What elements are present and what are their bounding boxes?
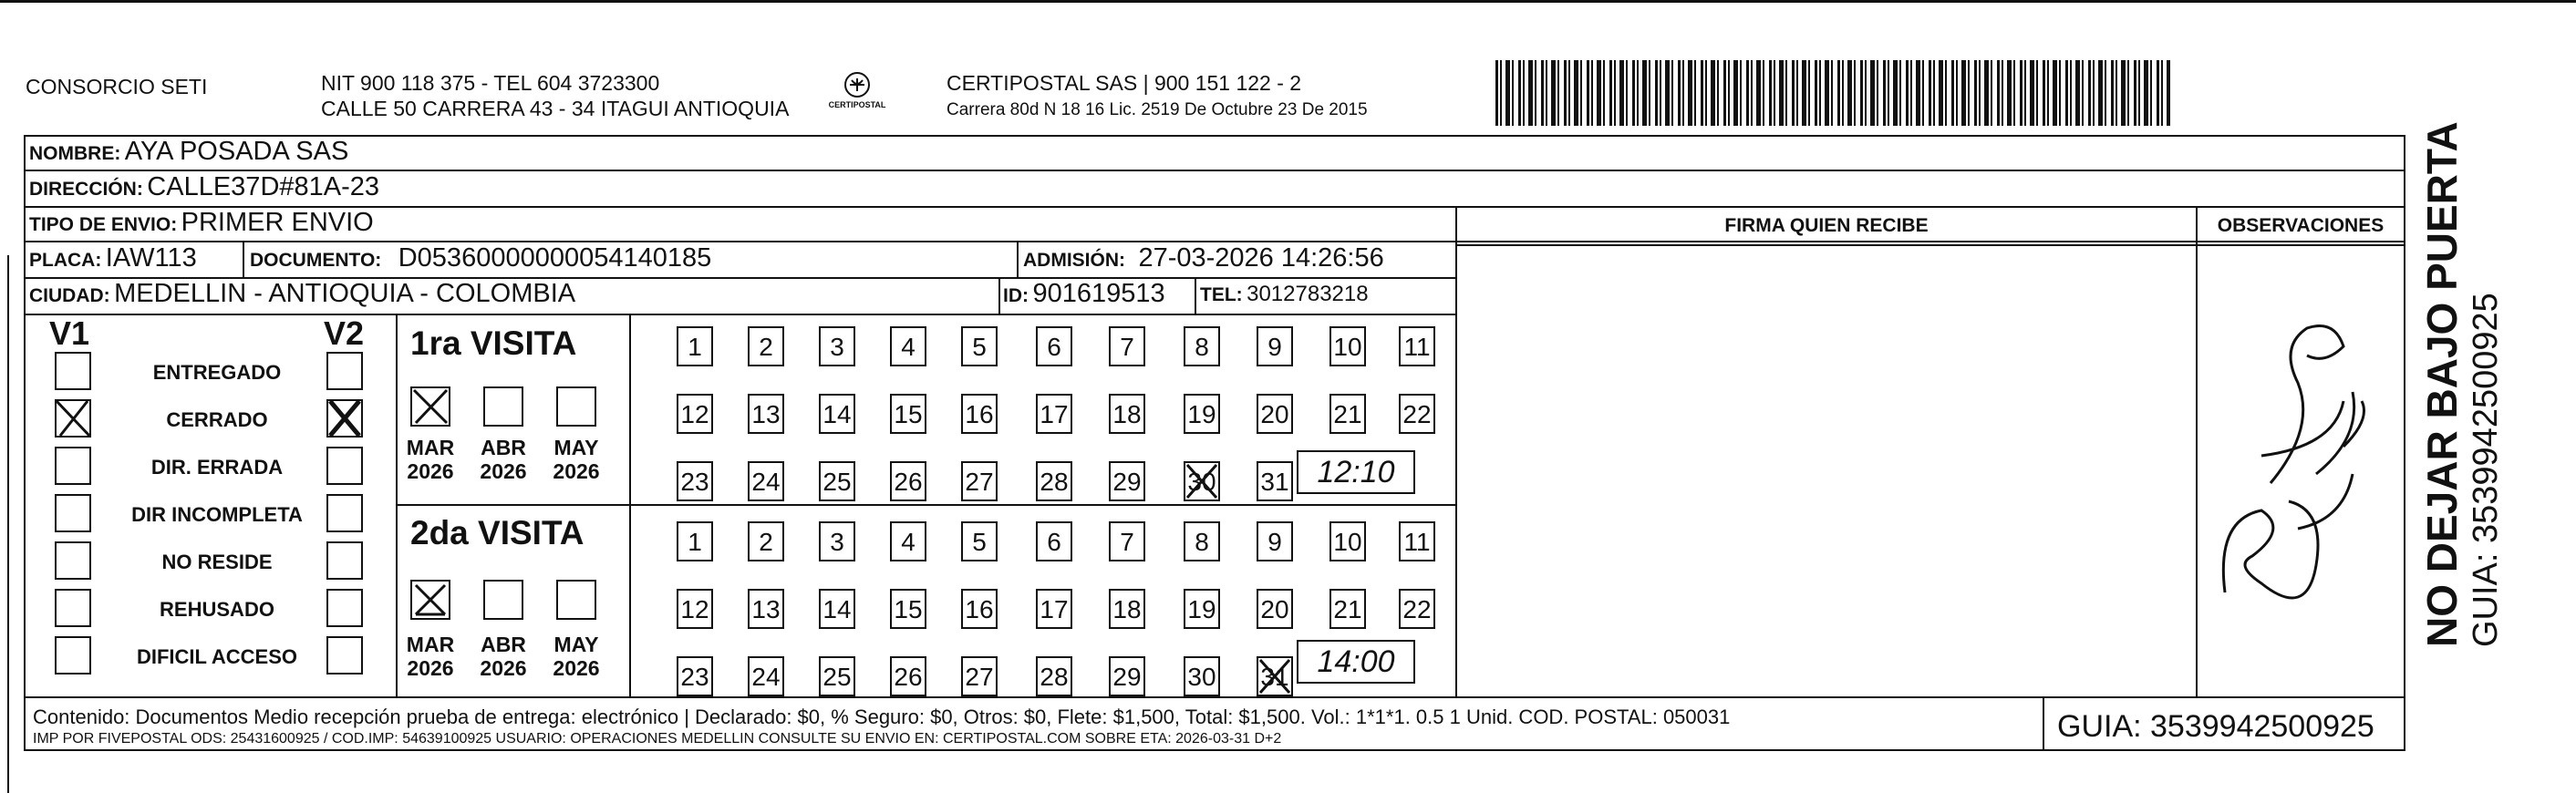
footer-content: Contenido: Documentos Medio recepción prueba de entrega: electrónico | Declarado: $0, % Seguro: $0, Otros: $0, Flete: $1,500, Total: $1,500. Vol.: 1*1*1. 0.5 1 Unid. COD. POSTAL: 050031	[33, 705, 1731, 728]
signature-col-left	[1455, 206, 1457, 696]
visit-1-day-6[interactable]: 6	[1036, 326, 1072, 366]
visit-2-day-26[interactable]: 26	[890, 656, 926, 696]
visit-1-day-3[interactable]: 3	[819, 326, 855, 366]
footer-divider	[24, 696, 2405, 698]
check-mark-icon	[1257, 656, 1293, 696]
tel-value: 3012783218	[1247, 282, 1369, 306]
address-label: DIRECCIÓN:	[29, 179, 143, 200]
v1-checkbox-cerrado[interactable]	[55, 399, 91, 438]
visit-1-month-may: MAY 2026	[553, 436, 600, 483]
row-divider-2	[24, 206, 2405, 208]
observations-label: OBSERVACIONES	[2217, 215, 2385, 236]
visit-1-day-25[interactable]: 25	[819, 461, 855, 501]
visit-1-day-22[interactable]: 22	[1399, 394, 1435, 434]
row-divider-3	[24, 241, 2405, 242]
visit-2-day-6[interactable]: 6	[1036, 521, 1072, 561]
visit-1-day-24[interactable]: 24	[748, 461, 784, 501]
v1-checkbox-rehusado[interactable]	[55, 589, 91, 627]
scan-edge-top	[0, 0, 2576, 3]
visit-2-day-9[interactable]: 9	[1257, 521, 1293, 561]
admission-value: 27-03-2026 14:26:56	[1138, 243, 1384, 273]
visit-1-day-15[interactable]: 15	[890, 394, 926, 434]
visit-2-day-18[interactable]: 18	[1109, 589, 1145, 629]
observations-col-left	[2196, 206, 2198, 696]
scan-edge-left	[7, 255, 9, 793]
visit-1-month-box-may[interactable]	[556, 386, 596, 427]
visit-1-day-27[interactable]: 27	[961, 461, 998, 501]
visit-2-day-16[interactable]: 16	[961, 589, 998, 629]
visit-1-day-1[interactable]: 1	[677, 326, 713, 366]
visit-1-day-23[interactable]: 23	[677, 461, 713, 501]
license-line: Carrera 80d N 18 16 Lic. 2519 De Octubre 23 De 2015	[947, 100, 1368, 119]
visit-1-day-4[interactable]: 4	[890, 326, 926, 366]
visit-1-day-30[interactable]: 30	[1184, 461, 1220, 501]
visit-1-day-5[interactable]: 5	[961, 326, 998, 366]
visit-1-day-17[interactable]: 17	[1036, 394, 1072, 434]
visit-1-time: 12:10	[1297, 450, 1415, 494]
option-entregado: ENTREGADO	[152, 361, 282, 384]
tel-row	[1200, 282, 1369, 307]
visit-2-day-22[interactable]: 22	[1399, 589, 1435, 629]
visit-1-day-26[interactable]: 26	[890, 461, 926, 501]
visit-1-day-19[interactable]: 19	[1184, 394, 1220, 434]
visit-2-day-27[interactable]: 27	[961, 656, 998, 696]
option-rehusado: REHUSADO	[160, 598, 274, 621]
check-mark-icon	[1184, 461, 1220, 501]
visit-2-month-box-abr[interactable]	[483, 580, 523, 620]
carrier-line: CERTIPOSTAL SAS | 900 151 122 - 2	[947, 71, 1302, 95]
side-warning-line2: GUIA: 3539942500925	[2467, 293, 2505, 647]
name-value: AYA POSADA SAS	[124, 137, 349, 166]
v2-checkbox-dificil-acceso[interactable]	[326, 636, 363, 675]
sig-header-divider	[1455, 244, 2405, 246]
visit-1-day-9[interactable]: 9	[1257, 326, 1293, 366]
tel-divider	[1195, 277, 1196, 314]
admission-row	[1023, 243, 1384, 273]
address-line: CALLE 50 CARRERA 43 - 34 ITAGUI ANTIOQUIA	[321, 97, 790, 120]
visit-2-day-25[interactable]: 25	[819, 656, 855, 696]
document-value: D05360000000054140185	[398, 243, 712, 273]
address-row	[29, 172, 379, 202]
visit-1-day-20[interactable]: 20	[1257, 394, 1293, 434]
visit-1-title: 1ra VISITA	[410, 324, 577, 362]
visit-2-day-4[interactable]: 4	[890, 521, 926, 561]
city-label: CIUDAD:	[29, 285, 110, 306]
admission-label: ADMISIÓN:	[1023, 250, 1125, 271]
option-dir-incompleta: DIR INCOMPLETA	[131, 503, 303, 526]
v1-checkbox-entregado[interactable]	[55, 352, 91, 390]
type-label: TIPO DE ENVIO:	[29, 214, 178, 235]
visit-1-day-13[interactable]: 13	[748, 394, 784, 434]
visit-2-day-8[interactable]: 8	[1184, 521, 1220, 561]
v1-checkbox-dir-incompleta[interactable]	[55, 494, 91, 532]
visit-2-title: 2da VISITA	[410, 514, 585, 551]
visit-1-day-14[interactable]: 14	[819, 394, 855, 434]
visit-1-day-28[interactable]: 28	[1036, 461, 1072, 501]
id-value: 901619513	[1032, 279, 1165, 308]
visit-1-day-18[interactable]: 18	[1109, 394, 1145, 434]
v2-checkbox-dir-errada[interactable]	[326, 447, 363, 485]
visit-2-month-abr: ABR 2026	[480, 633, 527, 680]
v1-checkbox-dir-errada[interactable]	[55, 447, 91, 485]
visit-2-month-box-may[interactable]	[556, 580, 596, 620]
visit-1-day-12[interactable]: 12	[677, 394, 713, 434]
v1-checkbox-dificil-acceso[interactable]	[55, 636, 91, 675]
id-row	[1003, 279, 1165, 309]
v2-label: V2	[324, 314, 365, 352]
check-mark-icon	[55, 399, 91, 438]
option-cerrado: CERRADO	[166, 408, 268, 431]
handwritten-signature	[2207, 292, 2389, 638]
visit-1-day-10[interactable]: 10	[1329, 326, 1366, 366]
visit-2-day-21[interactable]: 21	[1329, 589, 1366, 629]
visit-2-day-11[interactable]: 11	[1399, 521, 1435, 561]
visit-1-day-11[interactable]: 11	[1399, 326, 1435, 366]
visit-1-day-16[interactable]: 16	[961, 394, 998, 434]
id-divider	[998, 277, 1000, 314]
visit-2-day-17[interactable]: 17	[1036, 589, 1072, 629]
plate-divider	[243, 241, 244, 277]
footer-imp: IMP POR FIVEPOSTAL ODS: 25431600925 / COD.IMP: 54639100925 USUARIO: OPERACIONES MEDELLIN CONSULTE SU ENVIO EN: CERTIPOSTAL.COM SOBRE ETA: 2026-03-31 D+2	[33, 731, 1282, 747]
visit-divider	[396, 504, 1457, 506]
company-name: CONSORCIO SETI	[26, 75, 208, 98]
v2-checkbox-entregado[interactable]	[326, 352, 363, 390]
guia-divider	[2043, 696, 2044, 751]
v2-checkbox-no-reside[interactable]	[326, 541, 363, 580]
option-dir-errada: DIR. ERRADA	[150, 456, 284, 479]
signature-label: FIRMA QUIEN RECIBE	[1724, 215, 1929, 236]
visit-2-day-10[interactable]: 10	[1329, 521, 1366, 561]
plate-label: PLACA:	[29, 250, 102, 271]
nit-line: NIT 900 118 375 - TEL 604 3723300	[321, 71, 660, 95]
visit-2-day-1[interactable]: 1	[677, 521, 713, 561]
tel-label: TEL:	[1200, 284, 1243, 305]
visit-2-day-31[interactable]: 31	[1257, 656, 1293, 696]
visit-2-time: 14:00	[1297, 640, 1415, 684]
check-mark-icon	[410, 386, 450, 427]
visit-1-day-29[interactable]: 29	[1109, 461, 1145, 501]
barcode	[1495, 60, 2170, 126]
document-row	[250, 243, 711, 273]
type-value: PRIMER ENVIO	[181, 208, 374, 237]
visit-2-day-28[interactable]: 28	[1036, 656, 1072, 696]
v2-checkbox-cerrado[interactable]	[326, 399, 363, 438]
visit-2-day-24[interactable]: 24	[748, 656, 784, 696]
plate-row	[29, 243, 197, 273]
visit-2-month-mar: MAR 2026	[406, 633, 455, 680]
visit-2-day-3[interactable]: 3	[819, 521, 855, 561]
visit-2-day-14[interactable]: 14	[819, 589, 855, 629]
visit-1-day-8[interactable]: 8	[1184, 326, 1220, 366]
option-no-reside: NO RESIDE	[161, 551, 273, 573]
visit-2-day-29[interactable]: 29	[1109, 656, 1145, 696]
type-row	[29, 208, 374, 238]
visit-2-day-5[interactable]: 5	[961, 521, 998, 561]
address-value: CALLE37D#81A-23	[147, 172, 380, 201]
visit-1-day-21[interactable]: 21	[1329, 394, 1366, 434]
document-label: DOCUMENTO:	[250, 250, 382, 271]
visit-2-day-19[interactable]: 19	[1184, 589, 1220, 629]
footer-guia: GUIA: 3539942500925	[2057, 709, 2374, 744]
visit-1-day-7[interactable]: 7	[1109, 326, 1145, 366]
visit-1-month-box-abr[interactable]	[483, 386, 523, 427]
check-mark-icon	[326, 399, 363, 438]
row-divider-5	[24, 314, 1457, 315]
admission-divider	[1017, 241, 1019, 277]
v1-checkbox-no-reside[interactable]	[55, 541, 91, 580]
side-warning-line1: NO DEJAR BAJO PUERTA	[2418, 121, 2466, 647]
city-value: MEDELLIN - ANTIOQUIA - COLOMBIA	[114, 279, 576, 308]
v2-checkbox-dir-incompleta[interactable]	[326, 494, 363, 532]
visit-2-month-may: MAY 2026	[553, 633, 600, 680]
id-label: ID:	[1003, 285, 1029, 306]
visit-2-day-7[interactable]: 7	[1109, 521, 1145, 561]
visit-1-day-2[interactable]: 2	[748, 326, 784, 366]
logo-text: CERTIPOSTAL	[828, 100, 886, 109]
visit-2-day-12[interactable]: 12	[677, 589, 713, 629]
visit-1-month-box-mar[interactable]	[410, 386, 450, 427]
v1-label: V1	[49, 314, 90, 352]
row-divider-1	[24, 170, 2405, 171]
name-label: NOMBRE:	[29, 143, 121, 164]
visit-1-month-mar: MAR 2026	[406, 436, 455, 483]
visit-2-day-15[interactable]: 15	[890, 589, 926, 629]
visit-1-day-31[interactable]: 31	[1257, 461, 1293, 501]
visit-2-day-30[interactable]: 30	[1184, 656, 1220, 696]
visit-2-day-23[interactable]: 23	[677, 656, 713, 696]
side-warning	[2418, 121, 2506, 647]
visit-2-day-2[interactable]: 2	[748, 521, 784, 561]
certipostal-logo	[825, 69, 889, 117]
plate-value: IAW113	[105, 243, 197, 273]
v2-checkbox-rehusado[interactable]	[326, 589, 363, 627]
check-mark-icon	[410, 580, 450, 620]
option-dificil-acceso: DIFICIL ACCESO	[136, 645, 297, 668]
name-row	[29, 137, 348, 167]
city-row	[29, 279, 575, 309]
visit-2-day-13[interactable]: 13	[748, 589, 784, 629]
visit-2-day-20[interactable]: 20	[1257, 589, 1293, 629]
visit-2-month-box-mar[interactable]	[410, 580, 450, 620]
visit-1-month-abr: ABR 2026	[480, 436, 527, 483]
